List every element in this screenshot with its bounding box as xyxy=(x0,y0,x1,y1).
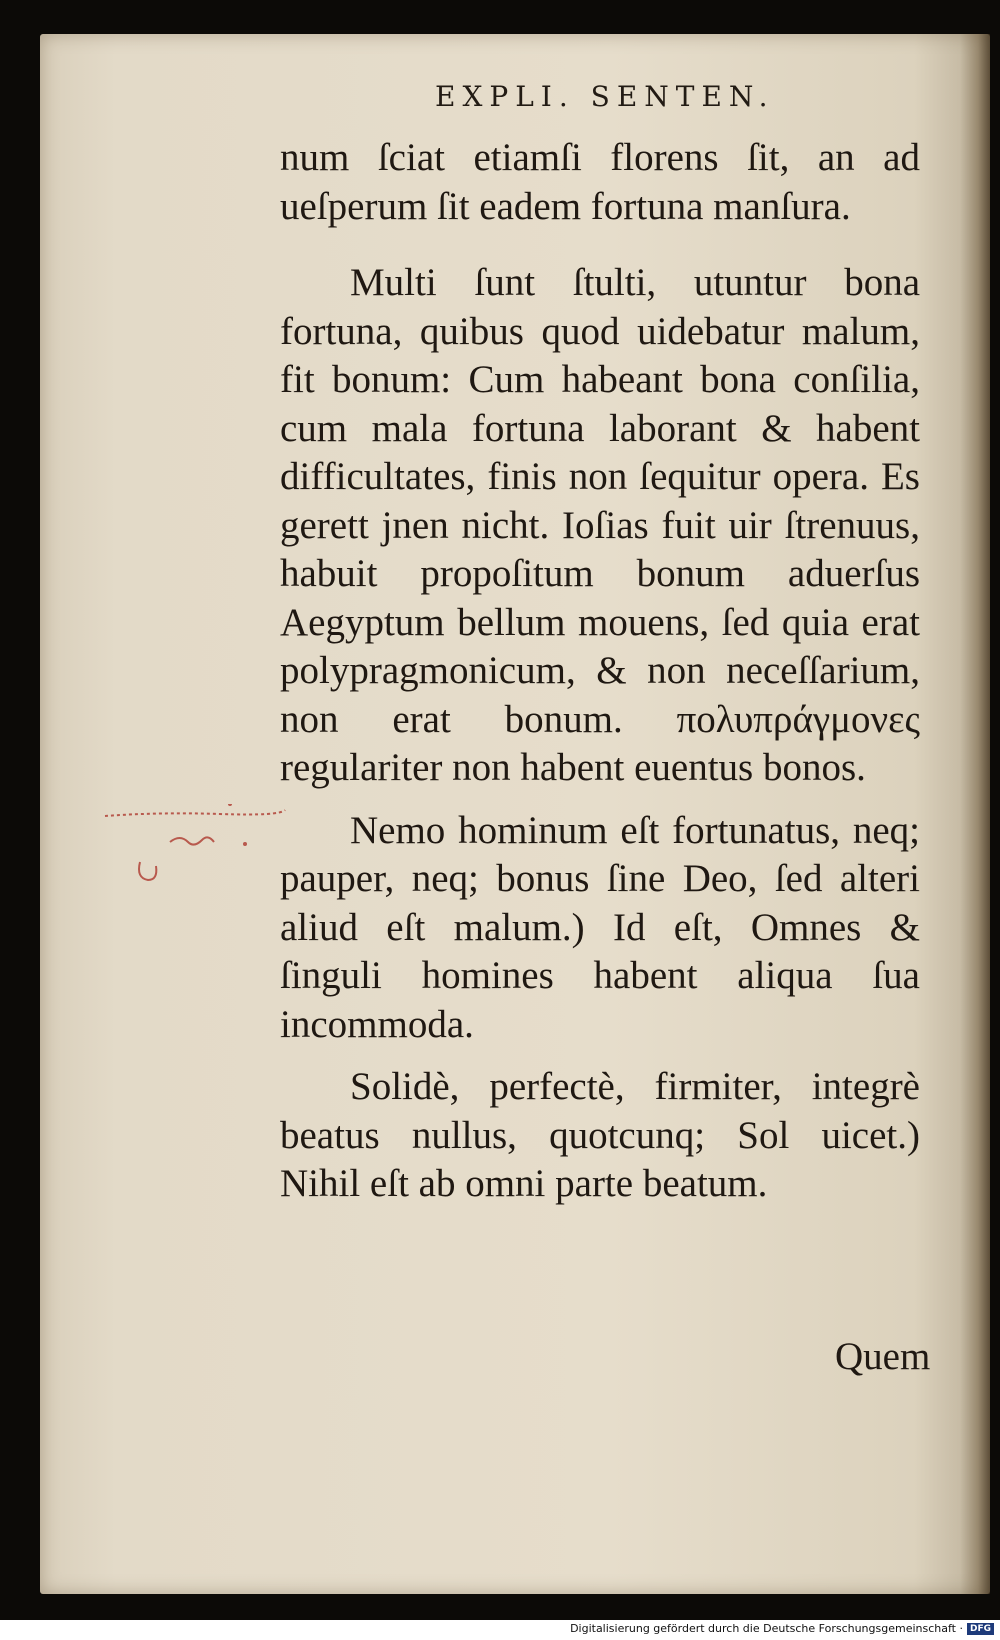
paragraph-4: Solidè, perfectè, firmiter, integrè beatus nullus, quotcunq; Sol uicet.) Nihil eſt ab omni parte beatum. xyxy=(280,1065,920,1205)
paragraph-3: Nemo hominum eſt fortunatus, neq; pauper, neq; bonus ſine Deo, ſed alteri aliud eſt malum.) Id eſt, Omnes & ſinguli homines habent aliqua ſua incommoda. xyxy=(280,808,920,1046)
page-edge xyxy=(960,34,990,1594)
catchword: Quem xyxy=(835,1335,931,1378)
running-head: EXPLI. SENTEN. xyxy=(435,80,775,113)
book-page xyxy=(40,34,990,1594)
margin-annotation-icon xyxy=(100,804,290,894)
body-text xyxy=(280,134,920,1209)
paragraph-2: Multi ſunt ſtulti, utuntur bona fortuna, quibus quod uidebatur malum, fit bonum: Cum habeant bona conſilia, cum mala fortuna laborant & habent difficultates, finis non ſequitur opera. Es gerett jnen nicht. Ioſias fuit uir ſtrenuus, habuit propoſitum bonum aduerſus Aegyptum bellum mouens, ſed quia erat polypragmonicum, & non neceſſarium, non erat bonum. πολυπράγμονες regulariter non habent euentus bonos. xyxy=(280,261,920,789)
footer-text: Digitalisierung gefördert durch die Deutsche Forschungsgemeinschaft · xyxy=(570,1622,963,1635)
dfg-logo-icon: DFG xyxy=(967,1623,994,1635)
footer-credit xyxy=(570,1622,994,1635)
paragraph-1: num ſciat etiamſi florens ſit, an ad ueſperum ſit eadem fortuna manſura. xyxy=(280,136,920,228)
